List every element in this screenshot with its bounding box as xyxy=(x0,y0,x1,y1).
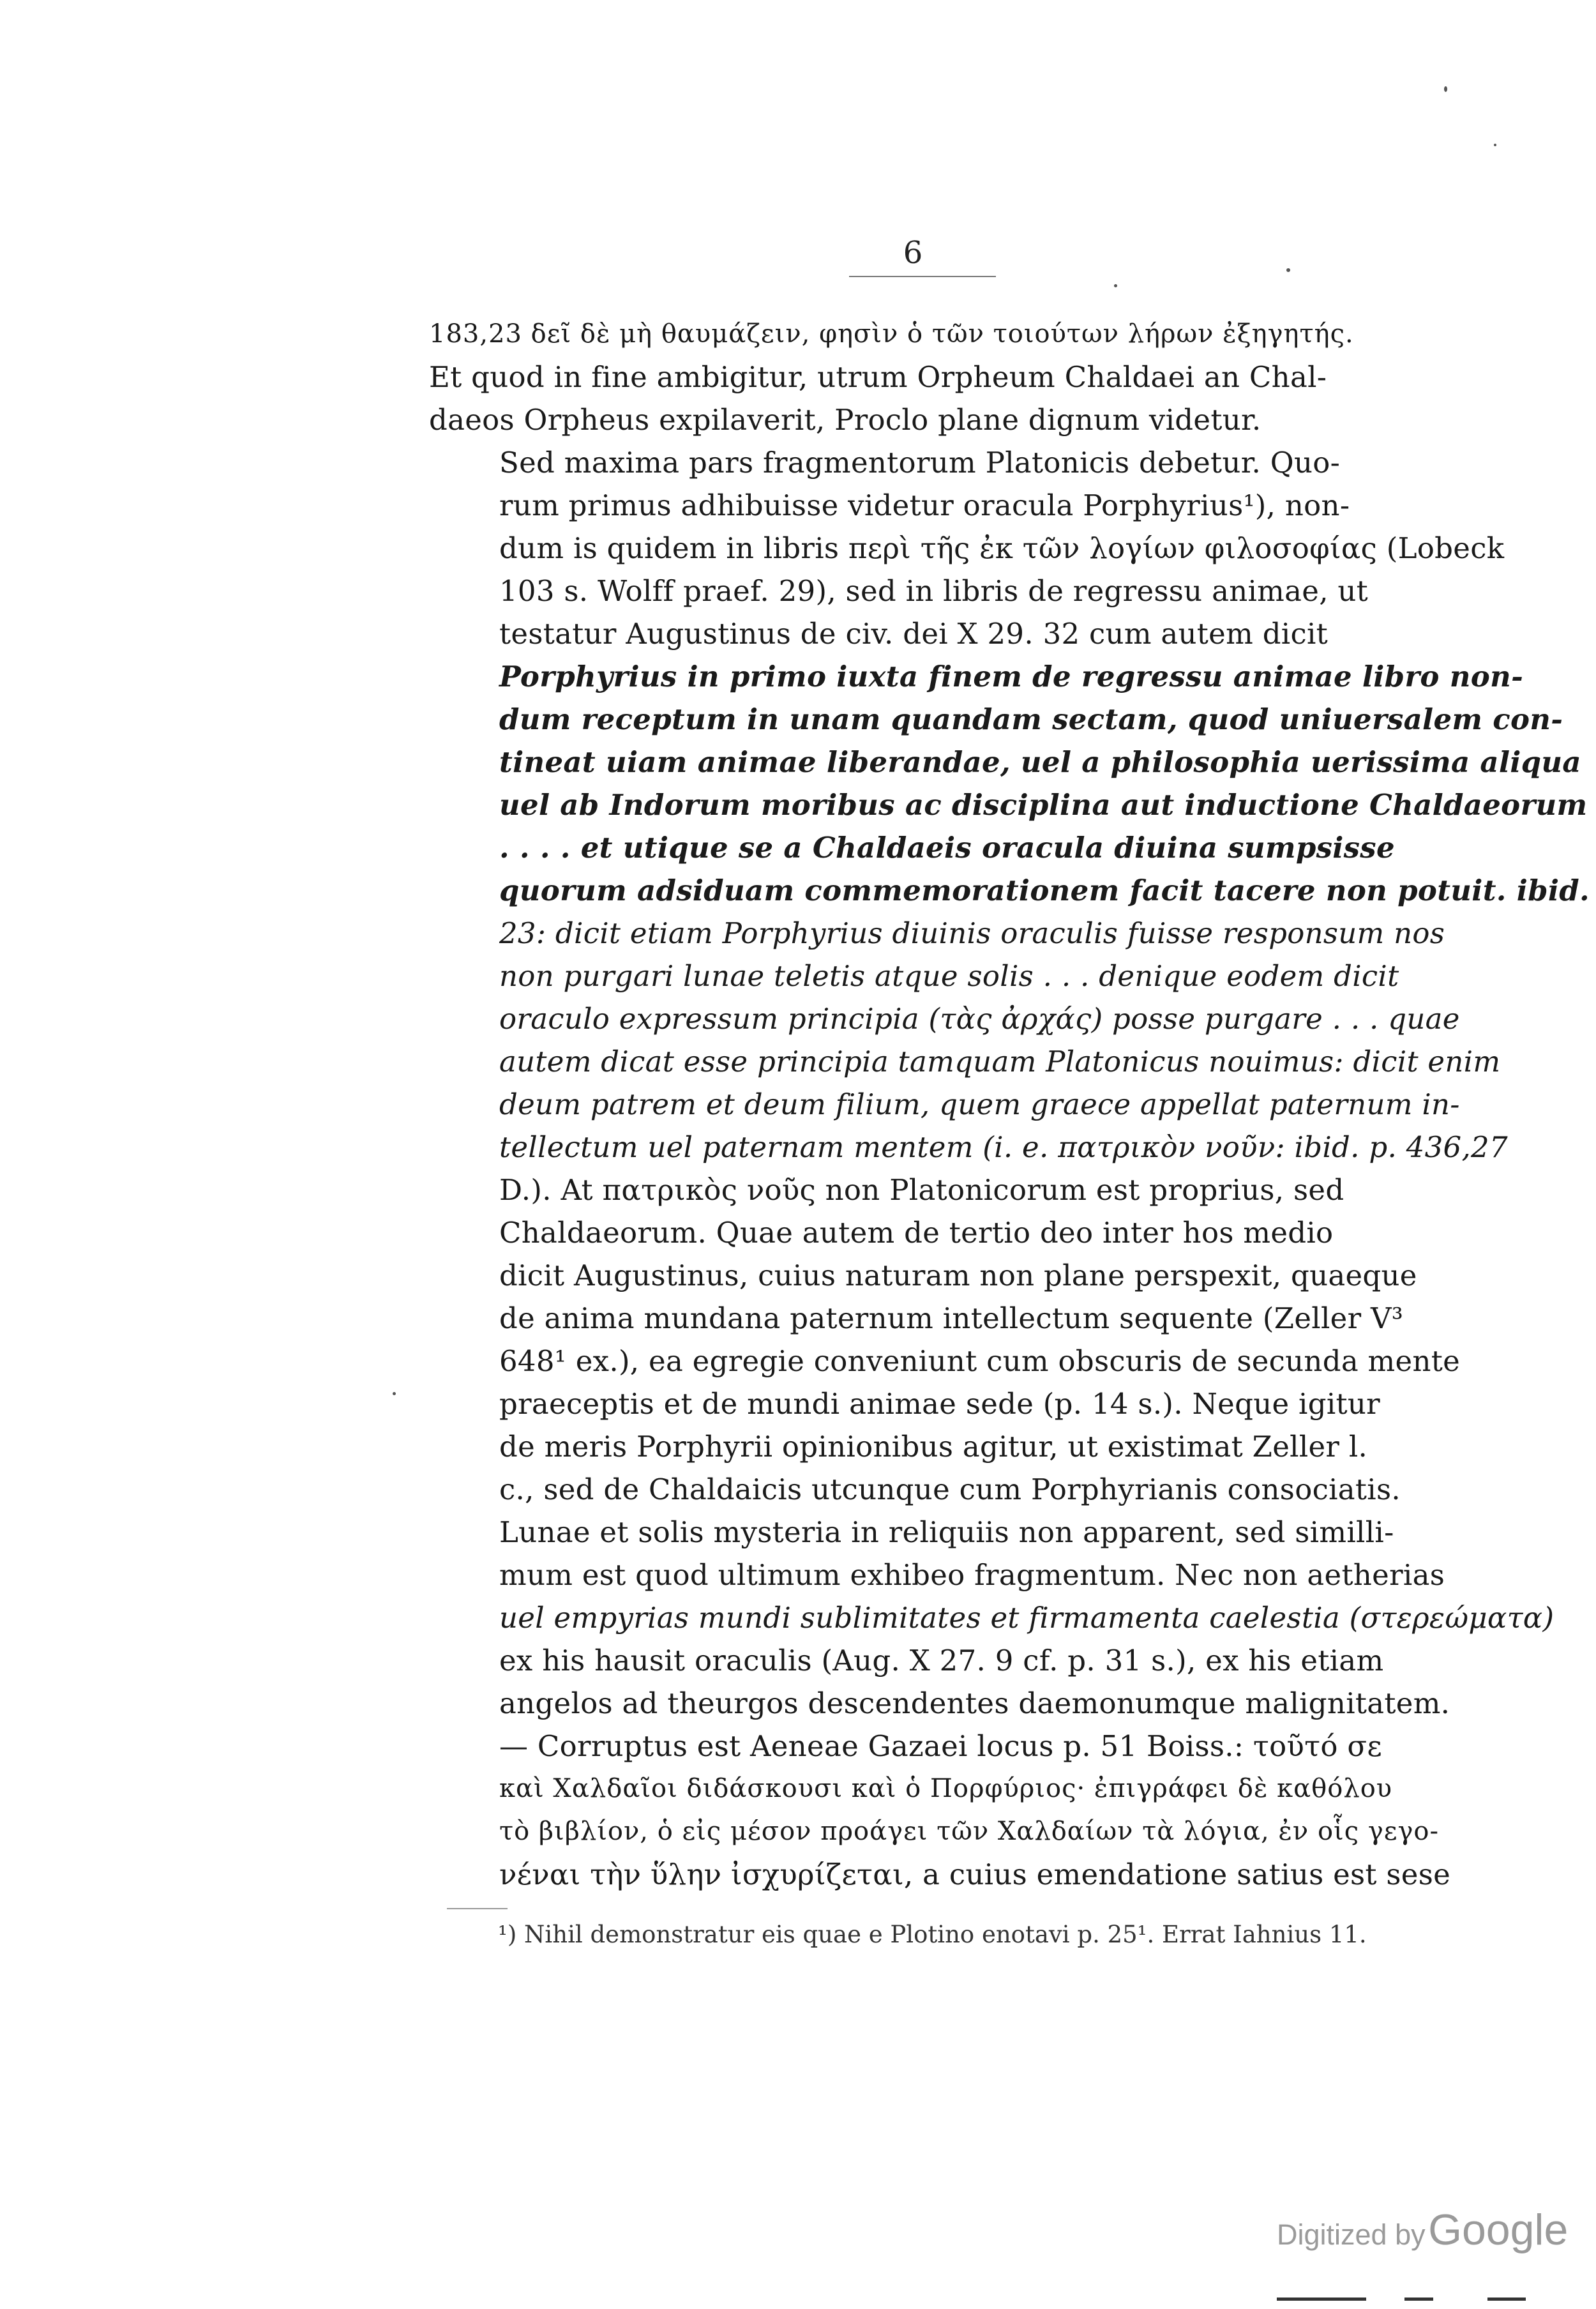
text-line: c., sed de Chaldaicis utcunque cum Porphyrianis consociatis. xyxy=(499,1472,1401,1506)
text-line: dum receptum in unam quandam sectam, quod uniuersalem con- xyxy=(499,702,1563,736)
text-line: de anima mundana paternum intellectum sequente (Zeller V³ xyxy=(499,1301,1404,1335)
text-line: uel ab Indorum moribus ac disciplina aut inductione Chaldaeorum xyxy=(499,788,1588,822)
scan-edge-mark xyxy=(1404,2298,1433,2301)
footnote-separator xyxy=(447,1908,508,1909)
text-line: D.). At πατρικὸς νοῦς non Platonicorum est proprius, sed xyxy=(499,1173,1344,1207)
paragraph-1 xyxy=(429,313,1399,441)
scan-speck xyxy=(1494,144,1496,146)
text-line: 648¹ ex.), ea egregie conveniunt cum obscuris de secunda mente xyxy=(499,1344,1461,1378)
text-line: τὸ βιβλίον, ὁ εἰς μέσον προάγει τῶν Χαλδαίων τὰ λόγια, ἐν οἷς γεγο- xyxy=(499,1817,1439,1846)
text-line: mum est quod ultimum exhibeo fragmentum. Nec non aetherias xyxy=(499,1558,1445,1592)
text-line: autem dicat esse principia tamquam Platonicus nouimus: dicit enim xyxy=(499,1045,1501,1079)
text-line: angelos ad theurgos descendentes daemonumque malignitatem. xyxy=(499,1686,1450,1720)
main-text xyxy=(429,313,1590,1896)
watermark-brand: Google xyxy=(1428,2206,1569,2254)
text-line: καὶ Χαλδαῖοι διδάσκουσι καὶ ὁ Πορφύριος· ἐπιγράφει δὲ καθόλου xyxy=(499,1774,1393,1803)
page-number: 6 xyxy=(903,235,923,271)
text-line: tellectum uel paternam mentem (i. e. πατρικὸν νοῦν: ibid. p. 436,27 xyxy=(499,1130,1508,1164)
text-line: dicit Augustinus, cuius naturam non plane perspexit, quaeque xyxy=(499,1259,1417,1292)
scan-speck xyxy=(393,1392,396,1395)
scan-speck xyxy=(1444,86,1447,92)
text-line: deum patrem et deum filium, quem graece appellat paternum in- xyxy=(499,1087,1460,1121)
text-line: 183,23 δεῖ δὲ μὴ θαυμάζειν, φησὶν ὁ τῶν τοιούτων λήρων ἐξηγητής. xyxy=(429,319,1354,349)
text-line: ex his hausit oraculis (Aug. X 27. 9 cf. p. 31 s.), ex his etiam xyxy=(499,1644,1384,1677)
text-line: tineat uiam animae liberandae, uel a philosophia uerissima aliqua xyxy=(499,745,1581,779)
text-line: daeos Orpheus expilaverit, Proclo plane dignum videtur. xyxy=(429,403,1261,437)
text-line: non purgari lunae teletis atque solis . . . denique eodem dicit xyxy=(499,959,1399,993)
digitized-watermark xyxy=(1277,2205,1568,2255)
text-line: — Corruptus est Aeneae Gazaei locus p. 51 Boiss.: τοῦτό σε xyxy=(499,1729,1382,1763)
watermark-prefix: Digitized by xyxy=(1277,2218,1426,2251)
text-line: Porphyrius in primo iuxta finem de regressu animae libro non- xyxy=(499,660,1524,693)
text-line: testatur Augustinus de civ. dei X 29. 32 cum autem dicit xyxy=(499,617,1329,651)
text-line: Et quod in fine ambigitur, utrum Orpheum Chaldaei an Chal- xyxy=(429,360,1327,394)
scan-edge-mark xyxy=(1277,2298,1366,2301)
text-line: 23: dicit etiam Porphyrius diuinis oraculis fuisse responsum nos xyxy=(499,916,1445,950)
text-line: Sed maxima pars fragmentorum Platonicis debetur. Quo- xyxy=(499,446,1341,480)
text-line: quorum adsiduam commemorationem facit tacere non potuit. ibid. xyxy=(499,874,1590,907)
scan-speck xyxy=(1114,284,1117,287)
text-line: Chaldaeorum. Quae autem de tertio deo inter hos medio xyxy=(499,1216,1334,1250)
text-line: rum primus adhibuisse videtur oracula Porphyrius¹), non- xyxy=(499,488,1350,522)
text-line: uel empyrias mundi sublimitates et firmamenta caelestia (στερεώματα) xyxy=(499,1601,1555,1635)
paragraph-2 xyxy=(429,441,1590,1896)
header-rule xyxy=(849,276,996,277)
text-line: νέναι τὴν ὕλην ἰσχυρίζεται, a cuius emendatione satius est sese xyxy=(499,1858,1451,1891)
text-line: . . . . et utique se a Chaldaeis oracula diuina sumpsisse xyxy=(499,831,1395,865)
text-line: de meris Porphyrii opinionibus agitur, ut existimat Zeller l. xyxy=(499,1430,1368,1464)
scan-edge-mark xyxy=(1487,2298,1526,2301)
text-line: Lunae et solis mysteria in reliquiis non apparent, sed simillі- xyxy=(499,1515,1394,1549)
text-line: dum is quidem in libris περὶ τῆς ἐκ τῶν λογίων φιλοσοφίας (Lobeck xyxy=(499,531,1505,565)
footnote: ¹) Nihil demonstratur eis quae e Plotino enotavi p. 25¹. Errat Iahnius 11. xyxy=(498,1921,1367,1948)
text-line: praeceptis et de mundi animae sede (p. 14 s.). Neque igitur xyxy=(499,1387,1380,1421)
scan-speck xyxy=(1286,268,1290,272)
text-line: oraculo expressum principia (τὰς ἀρχάς) posse purgare . . . quae xyxy=(499,1002,1460,1036)
text-line: 103 s. Wolff praef. 29), sed in libris de regressu animae, ut xyxy=(499,574,1369,608)
